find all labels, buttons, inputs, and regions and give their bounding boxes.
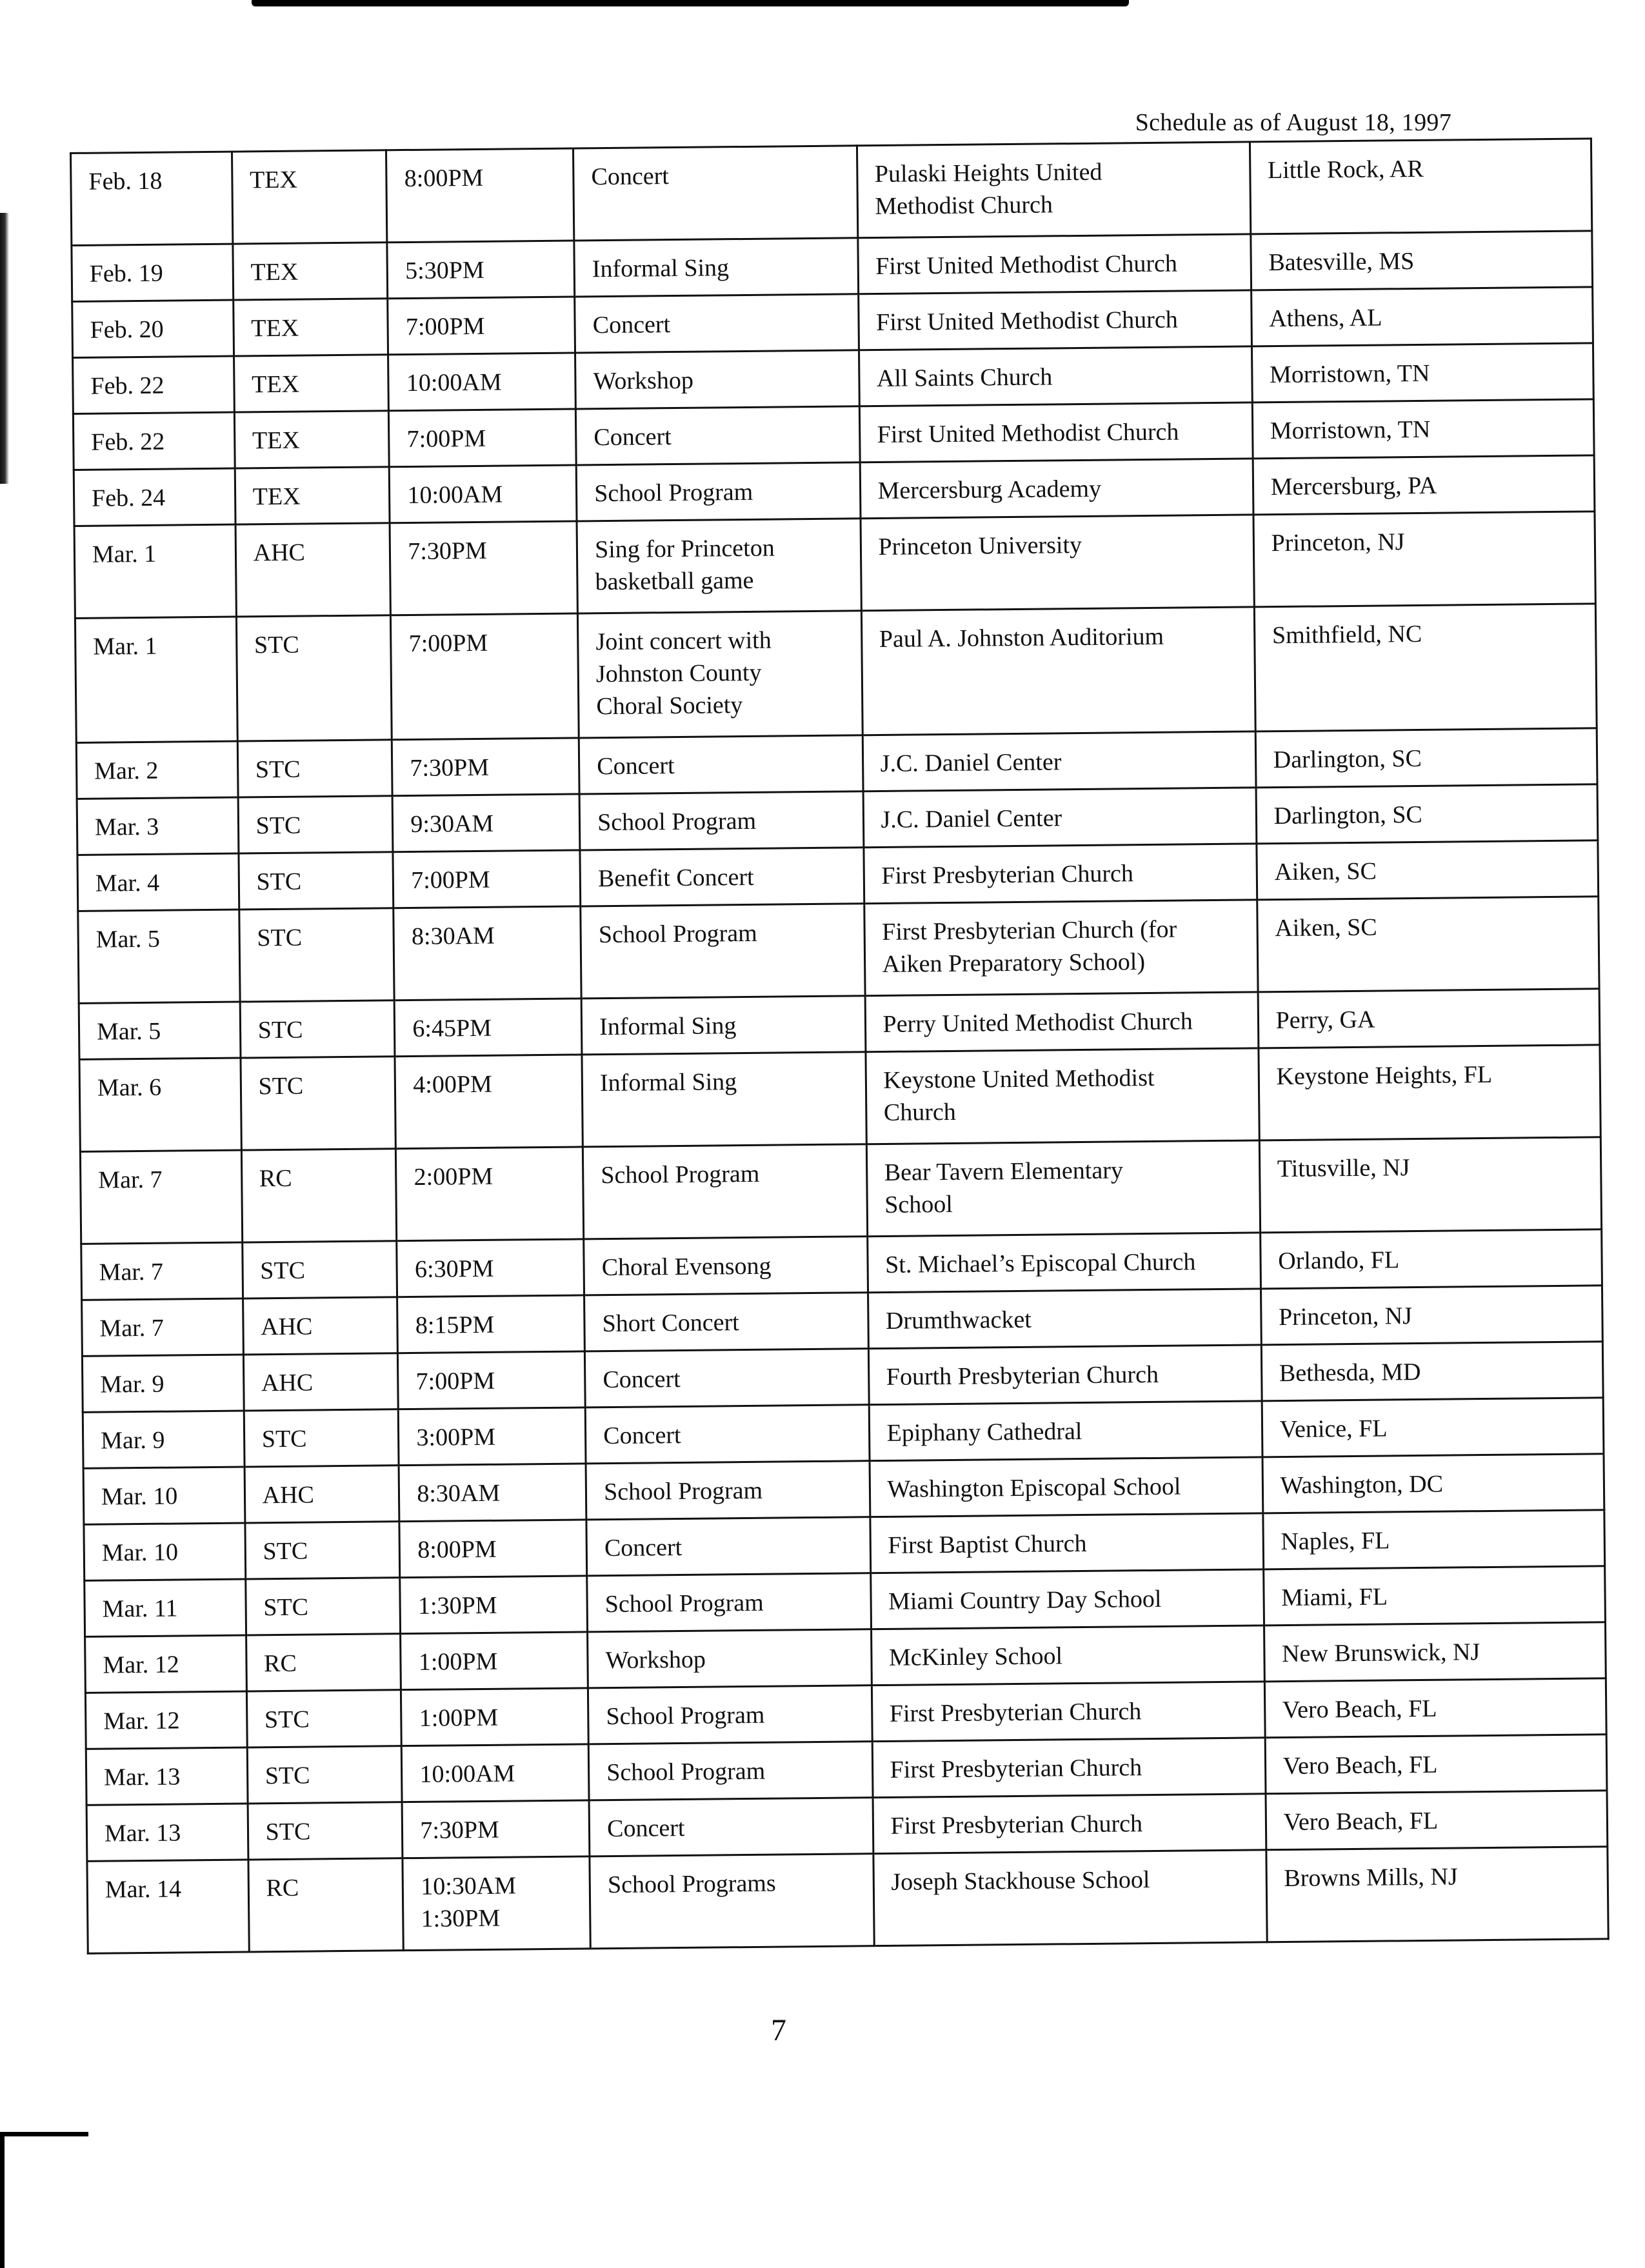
venue-cell: All Saints Church <box>859 346 1252 406</box>
location-cell: Perry, GA <box>1258 989 1600 1048</box>
venue-cell: First Presbyterian Church <box>873 1794 1266 1854</box>
date-cell: Mar. 11 <box>85 1579 246 1636</box>
group-cell: RC <box>246 1634 401 1691</box>
group-cell: TEX <box>232 150 387 244</box>
venue-cell: Miami Country Day School <box>870 1569 1264 1629</box>
time-cell: 6:30PM <box>397 1239 584 1297</box>
time-cell: 1:00PM <box>401 1688 589 1746</box>
location-cell: Morristown, TN <box>1251 343 1593 403</box>
event-cell: Benefit Concert <box>580 848 864 906</box>
venue-cell: First Presbyterian Church <box>863 844 1257 904</box>
time-cell: 8:00PM <box>399 1520 587 1578</box>
group-cell: STC <box>239 908 394 1002</box>
group-cell: STC <box>245 1522 401 1579</box>
time-cell: 7:30PM <box>402 1800 590 1858</box>
date-cell: Mar. 12 <box>85 1635 246 1693</box>
location-cell: Orlando, FL <box>1260 1229 1602 1289</box>
location-cell: New Brunswick, NJ <box>1264 1622 1606 1682</box>
date-cell: Feb. 18 <box>71 152 233 245</box>
event-cell: Informal Sing <box>581 996 865 1055</box>
schedule-table-body <box>71 139 1609 1953</box>
group-cell: STC <box>237 740 393 797</box>
date-cell: Feb. 20 <box>72 300 234 357</box>
time-cell: 1:00PM <box>401 1632 588 1690</box>
date-cell: Mar. 7 <box>81 1242 243 1300</box>
table-row <box>75 604 1597 743</box>
event-cell: School Program <box>576 463 860 521</box>
group-cell: STC <box>239 852 394 910</box>
group-cell: AHC <box>243 1353 399 1411</box>
date-cell: Mar. 9 <box>82 1355 243 1412</box>
event-cell: Short Concert <box>584 1293 868 1351</box>
event-cell: Concert <box>585 1405 869 1464</box>
date-cell: Mar. 2 <box>76 741 237 799</box>
event-cell: Sing for Princeton basketball game <box>577 519 861 613</box>
event-cell: Concert <box>589 1798 873 1856</box>
date-cell: Mar. 14 <box>87 1860 249 1953</box>
date-cell: Feb. 24 <box>74 468 235 526</box>
group-cell: TEX <box>233 299 388 356</box>
time-cell: 8:15PM <box>397 1295 585 1353</box>
time-cell: 1:30PM <box>400 1576 588 1634</box>
date-cell: Mar. 5 <box>79 1002 240 1059</box>
group-cell: STC <box>248 1802 403 1860</box>
time-cell: 7:30PM <box>390 521 577 615</box>
time-cell: 10:00AM <box>402 1744 590 1802</box>
event-cell: Informal Sing <box>582 1052 866 1147</box>
location-cell: Smithfield, NC <box>1254 604 1597 731</box>
group-cell: TEX <box>234 355 389 412</box>
date-cell: Mar. 9 <box>83 1411 244 1468</box>
event-cell: Concert <box>579 735 862 794</box>
time-cell: 8:30AM <box>394 906 581 1000</box>
schedule-table <box>70 137 1610 1955</box>
location-cell: Venice, FL <box>1262 1398 1604 1457</box>
location-cell: Washington, DC <box>1262 1454 1604 1513</box>
venue-cell: First United Methodist Church <box>858 290 1251 350</box>
date-cell: Mar. 3 <box>77 797 238 855</box>
venue-cell: Fourth Presbyterian Church <box>868 1345 1262 1405</box>
venue-cell: Epiphany Cathedral <box>869 1401 1262 1461</box>
location-cell: Vero Beach, FL <box>1264 1678 1606 1738</box>
location-cell: Athens, AL <box>1251 287 1593 346</box>
group-cell: AHC <box>243 1297 398 1355</box>
date-cell: Mar. 13 <box>86 1747 247 1805</box>
venue-cell: McKinley School <box>871 1626 1264 1686</box>
time-cell: 8:30AM <box>399 1464 586 1522</box>
time-cell: 3:00PM <box>399 1408 586 1466</box>
venue-cell: Princeton University <box>861 515 1254 611</box>
date-cell: Mar. 13 <box>86 1804 248 1861</box>
group-cell: TEX <box>233 243 388 300</box>
date-cell: Mar. 1 <box>75 617 237 742</box>
event-cell: School Programs <box>590 1854 874 1949</box>
location-cell: Aiken, SC <box>1257 897 1599 992</box>
group-cell: STC <box>240 1000 395 1058</box>
location-cell: Vero Beach, FL <box>1265 1735 1607 1794</box>
location-cell: Princeton, NJ <box>1261 1286 1602 1345</box>
event-cell: Workshop <box>588 1629 872 1688</box>
table-row <box>79 1045 1600 1152</box>
location-cell: Titusville, NJ <box>1259 1137 1602 1233</box>
location-cell: Darlington, SC <box>1255 728 1597 788</box>
venue-cell: Joseph Stackhouse School <box>873 1850 1266 1946</box>
event-cell: Workshop <box>575 350 859 409</box>
group-cell: TEX <box>235 467 390 524</box>
location-cell: Vero Beach, FL <box>1266 1791 1608 1850</box>
scan-top-rule <box>252 0 1129 6</box>
table-row <box>71 139 1592 246</box>
event-cell: School Program <box>579 791 863 850</box>
event-cell: Informal Sing <box>574 238 858 297</box>
time-cell: 7:00PM <box>388 297 575 355</box>
group-cell: STC <box>238 796 394 853</box>
location-cell: Morristown, TN <box>1252 399 1594 459</box>
location-cell: Princeton, NJ <box>1253 512 1596 607</box>
event-cell: Concert <box>585 1349 869 1408</box>
event-cell: School Program <box>586 1461 870 1520</box>
time-cell: 7:00PM <box>393 850 581 908</box>
venue-cell: Pulaski Heights United Methodist Church <box>857 142 1250 238</box>
location-cell: Darlington, SC <box>1256 784 1598 844</box>
venue-cell: Paul A. Johnston Auditorium <box>861 607 1255 735</box>
time-cell: 8:00PM <box>386 148 574 243</box>
group-cell: AHC <box>235 523 391 617</box>
event-cell: Choral Evensong <box>584 1237 868 1295</box>
group-cell: STC <box>246 1690 402 1747</box>
location-cell: Aiken, SC <box>1257 841 1599 900</box>
location-cell: Bethesda, MD <box>1261 1342 1603 1401</box>
scan-corner-mark <box>0 2132 88 2268</box>
date-cell: Mar. 6 <box>79 1058 241 1151</box>
event-cell: Concert <box>575 294 859 353</box>
time-cell: 7:00PM <box>391 613 579 740</box>
group-cell: STC <box>245 1578 401 1635</box>
schedule-date-header: Schedule as of August 18, 1997 <box>1135 109 1451 136</box>
event-cell: School Program <box>583 1144 867 1239</box>
group-cell: STC <box>236 615 392 741</box>
time-cell: 2:00PM <box>396 1147 584 1241</box>
event-cell: School Program <box>588 1686 872 1744</box>
venue-cell: Keystone United Methodist Church <box>865 1048 1259 1144</box>
scan-edge-shadow <box>0 213 9 484</box>
time-cell: 4:00PM <box>395 1055 583 1149</box>
group-cell: RC <box>248 1858 404 1952</box>
date-cell: Mar. 10 <box>84 1523 245 1580</box>
time-cell: 5:30PM <box>387 241 575 299</box>
event-cell: Concert <box>573 146 858 241</box>
group-cell: STC <box>247 1746 403 1804</box>
event-cell: School Program <box>581 904 865 999</box>
venue-cell: First Presbyterian Church (for Aiken Preparatory School) <box>864 900 1257 996</box>
event-cell: Joint concert with Johnston County Choral Society <box>578 611 862 738</box>
time-cell: 6:45PM <box>395 999 583 1057</box>
location-cell: Batesville, MS <box>1250 231 1592 290</box>
time-cell: 10:30AM 1:30PM <box>403 1856 590 1951</box>
venue-cell: Drumthwacket <box>868 1289 1261 1349</box>
location-cell: Miami, FL <box>1263 1566 1605 1626</box>
venue-cell: J.C. Daniel Center <box>862 731 1256 791</box>
event-cell: School Program <box>588 1742 872 1800</box>
venue-cell: J.C. Daniel Center <box>863 788 1257 848</box>
venue-cell: Bear Tavern Elementary School <box>866 1140 1260 1237</box>
time-cell: 7:00PM <box>389 409 577 467</box>
date-cell: Mar. 7 <box>82 1298 243 1356</box>
table-row <box>74 512 1595 619</box>
group-cell: AHC <box>244 1466 400 1523</box>
group-cell: STC <box>244 1409 399 1467</box>
venue-cell: Washington Episcopal School <box>870 1457 1263 1517</box>
date-cell: Mar. 1 <box>74 524 236 618</box>
location-cell: Keystone Heights, FL <box>1259 1045 1601 1140</box>
venue-cell: First Baptist Church <box>870 1513 1263 1573</box>
group-cell: STC <box>241 1057 396 1150</box>
time-cell: 9:30AM <box>392 794 580 852</box>
group-cell: STC <box>242 1241 397 1298</box>
location-cell: Naples, FL <box>1263 1510 1605 1569</box>
time-cell: 10:00AM <box>390 465 577 523</box>
event-cell: School Program <box>587 1573 871 1632</box>
location-cell: Little Rock, AR <box>1250 139 1592 234</box>
date-cell: Mar. 10 <box>83 1467 244 1524</box>
venue-cell: Mercersburg Academy <box>860 459 1253 519</box>
date-cell: Mar. 12 <box>85 1691 246 1749</box>
venue-cell: Perry United Methodist Church <box>865 992 1259 1052</box>
date-cell: Mar. 7 <box>80 1150 242 1244</box>
time-cell: 10:00AM <box>388 353 576 411</box>
date-cell: Feb. 22 <box>73 356 234 413</box>
venue-cell: St. Michael’s Episcopal Church <box>867 1233 1261 1293</box>
venue-cell: First United Methodist Church <box>857 234 1251 294</box>
date-cell: Mar. 5 <box>78 910 240 1003</box>
venue-cell: First United Methodist Church <box>859 403 1253 463</box>
table-row <box>78 897 1599 1004</box>
page-number: 7 <box>771 2013 786 2047</box>
venue-cell: First Presbyterian Church <box>872 1682 1265 1742</box>
table-row <box>87 1847 1608 1954</box>
time-cell: 7:00PM <box>398 1351 586 1409</box>
location-cell: Mercersburg, PA <box>1253 455 1595 515</box>
venue-cell: First Presbyterian Church <box>872 1738 1266 1798</box>
location-cell: Browns Mills, NJ <box>1266 1847 1609 1942</box>
event-cell: Concert <box>586 1517 870 1576</box>
table-row <box>80 1137 1601 1244</box>
time-cell: 7:30PM <box>392 738 580 796</box>
date-cell: Mar. 4 <box>77 853 239 911</box>
event-cell: Concert <box>575 406 859 465</box>
date-cell: Feb. 22 <box>73 412 234 470</box>
group-cell: RC <box>241 1149 397 1242</box>
date-cell: Feb. 19 <box>72 244 233 301</box>
group-cell: TEX <box>234 411 390 468</box>
